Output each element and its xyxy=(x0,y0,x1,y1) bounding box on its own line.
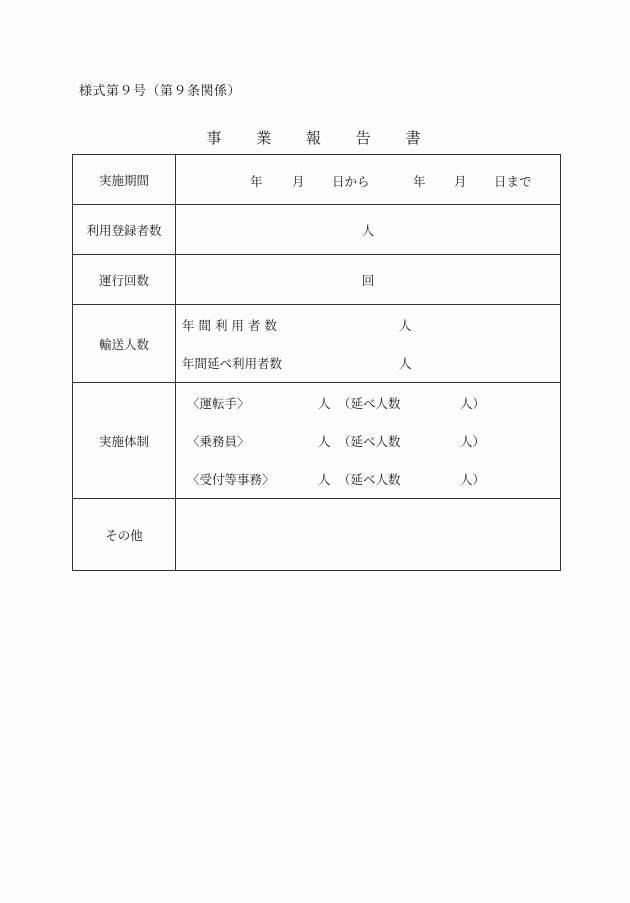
registered-users-value-cell[interactable] xyxy=(176,205,561,255)
period-day-from: 日から xyxy=(332,173,370,189)
annual-users-unit: 人 xyxy=(399,318,412,333)
staff-label: 実施体制 xyxy=(73,383,176,499)
period-year-from: 年 xyxy=(250,173,263,189)
crew-total-label: （延べ人数 xyxy=(338,434,401,449)
annual-total-unit: 人 xyxy=(399,356,412,371)
period-month-from: 月 xyxy=(292,173,305,189)
reception-total-end: 人） xyxy=(460,472,486,487)
row-other xyxy=(73,499,561,571)
row-passengers xyxy=(73,305,561,383)
period-value-cell[interactable] xyxy=(176,155,561,205)
drivers-total-end: 人） xyxy=(460,396,486,411)
report-table xyxy=(72,154,561,571)
form-number: 様式第９号（第９条関係） xyxy=(79,84,242,99)
annual-total-label: 年間延べ利用者数 xyxy=(182,356,283,371)
period-day-to: 日まで xyxy=(494,173,532,189)
crew-label: 〈乗務員〉 xyxy=(187,434,250,449)
other-label: その他 xyxy=(73,499,176,571)
runs-value-cell[interactable] xyxy=(176,255,561,305)
reception-total-label: （延べ人数 xyxy=(338,472,401,487)
document-title: 事 業 報 告 書 xyxy=(206,129,436,147)
drivers-label: 〈運転手〉 xyxy=(187,396,250,411)
runs-label: 運行回数 xyxy=(73,255,176,305)
runs-unit: 回 xyxy=(361,272,375,288)
row-registered-users xyxy=(73,205,561,255)
row-runs xyxy=(73,255,561,305)
registered-users-label: 利用登録者数 xyxy=(73,205,176,255)
row-staff xyxy=(73,383,561,499)
drivers-unit: 人 xyxy=(318,396,331,411)
row-period xyxy=(73,155,561,205)
crew-total-end: 人） xyxy=(460,434,486,449)
annual-users-label: 年 間 利 用 者 数 xyxy=(182,318,277,333)
period-year-to: 年 xyxy=(413,173,426,189)
reception-unit: 人 xyxy=(318,472,331,487)
crew-unit: 人 xyxy=(318,434,331,449)
staff-value-cell[interactable] xyxy=(176,383,561,499)
period-label: 実施期間 xyxy=(73,155,176,205)
reception-label: 〈受付等事務〉 xyxy=(187,472,275,487)
passengers-value-cell[interactable] xyxy=(176,305,561,383)
registered-users-unit: 人 xyxy=(361,222,375,238)
period-month-to: 月 xyxy=(454,173,467,189)
other-value-cell[interactable] xyxy=(176,499,561,571)
drivers-total-label: （延べ人数 xyxy=(338,396,401,411)
passengers-label: 輸送人数 xyxy=(73,305,176,383)
